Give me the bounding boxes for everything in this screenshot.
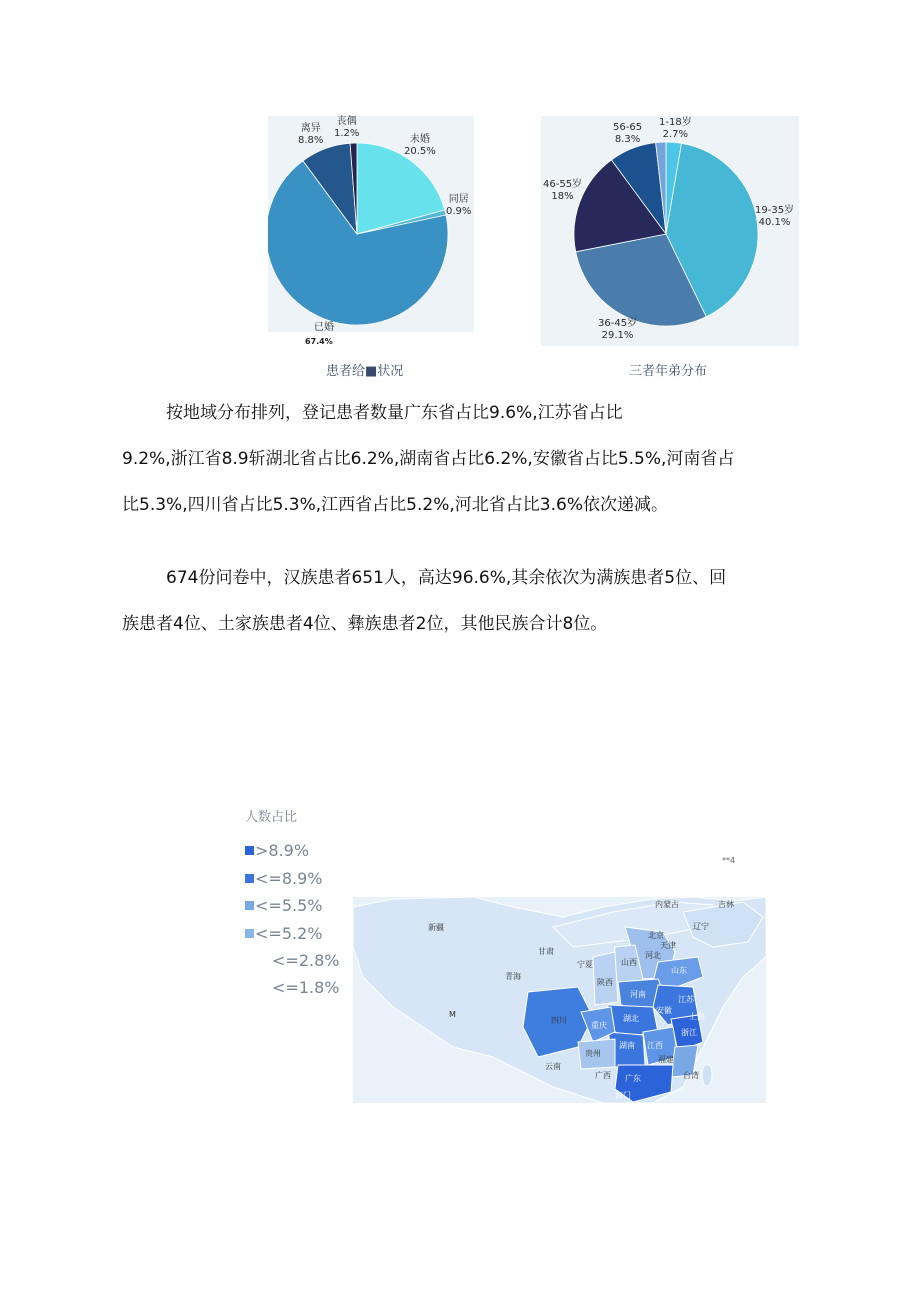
map-label: 上海 bbox=[689, 1012, 705, 1021]
region-line-3: 比5.3%,四川省占比5.3%,江西省占比5.2%,河北省占比3.6%依次递减。 bbox=[122, 495, 668, 515]
map-label: 台湾 bbox=[683, 1071, 699, 1080]
age-pie-chart bbox=[541, 116, 799, 346]
map-label: 新疆 bbox=[428, 923, 444, 932]
map-label: 山东 bbox=[671, 966, 687, 975]
ethnic-paragraph bbox=[122, 555, 812, 647]
map-label: 青海 bbox=[505, 972, 521, 981]
map-label: 江西 bbox=[647, 1041, 663, 1050]
pie-label-unmarried: 未婚 20.5% bbox=[404, 134, 436, 157]
china-map bbox=[353, 897, 766, 1103]
map-label: 福建 bbox=[658, 1055, 674, 1064]
age-caption: 三者年弟分布 bbox=[629, 364, 708, 379]
map-label: 江苏 bbox=[678, 995, 694, 1004]
pie-label-age-36-45: 36-45岁 29.1% bbox=[598, 318, 638, 341]
map-label: M bbox=[449, 1010, 456, 1019]
map-label: 甘肃 bbox=[538, 947, 554, 956]
pie-label-age-1-18: 1-18岁 2.7% bbox=[659, 117, 692, 140]
map-label: 辽宁 bbox=[693, 922, 709, 931]
map-corner-mark: **4 bbox=[722, 856, 736, 865]
pie-label-cohabiting: 同居 0.9% bbox=[446, 194, 472, 217]
legend-item-le-2-8: <=2.8% bbox=[272, 951, 340, 970]
map-label: 贵州 bbox=[585, 1049, 601, 1058]
map-label: 四川 bbox=[551, 1016, 567, 1025]
legend-item-le-5-2: <=5.2% bbox=[245, 924, 322, 943]
pie-label-married: 已婚 bbox=[314, 322, 334, 333]
age-pie-panel bbox=[541, 116, 799, 346]
map-label: 重庆 bbox=[591, 1021, 607, 1030]
map-label: 宁夏 bbox=[577, 960, 593, 969]
pie-label-divorced: 离异 8.8% bbox=[298, 123, 324, 146]
pie-label-widowed: 丧偶 1.2% bbox=[334, 116, 360, 139]
married-value: 67.4% bbox=[305, 337, 333, 346]
map-legend-title: 人数占比 bbox=[245, 810, 298, 825]
map-label: 吉林 bbox=[718, 900, 734, 909]
map-label: 云南 bbox=[545, 1062, 561, 1071]
map-label: 广东 bbox=[625, 1074, 641, 1083]
ethnic-line-1: 674份问卷中，汉族患者651人，高达96.6%,其余依次为满族患者5位、回 bbox=[166, 568, 727, 588]
region-line-2: 9.2%,浙江省8.9斩湖北省占比6.2%,湖南省占比6.2%,安徽省占比5.5%,河南省占 bbox=[122, 449, 735, 469]
region-paragraph bbox=[122, 390, 812, 528]
map-label: 河北 bbox=[645, 951, 661, 960]
map-label: 内蒙古 bbox=[655, 900, 679, 909]
pie-label-age-56-65: 56-65 8.3% bbox=[613, 122, 643, 145]
legend-item-le-8-9: <=8.9% bbox=[245, 869, 322, 888]
map-label: 陕西 bbox=[597, 978, 613, 987]
map-region-taiwan bbox=[702, 1064, 712, 1086]
pie-label-age-46-55: 46-55岁 18% bbox=[543, 179, 583, 202]
marital-caption: 患者给■状况 bbox=[326, 364, 404, 379]
map-label: 天津 bbox=[660, 941, 676, 950]
legend-swatch bbox=[245, 901, 254, 910]
legend-item-le-1-8: <=1.8% bbox=[272, 978, 340, 997]
map-label: 湖南 bbox=[619, 1041, 635, 1050]
map-label: 河南 bbox=[630, 990, 646, 999]
map-label: 湖北 bbox=[623, 1014, 639, 1023]
legend-item-le-5-5: <=5.5% bbox=[245, 896, 322, 915]
marital-pie-chart bbox=[268, 116, 474, 332]
map-label: 山西 bbox=[621, 958, 637, 967]
ethnic-line-2: 族患者4位、土家族患者4位、彝族患者2位，其他民族合计8位。 bbox=[122, 614, 608, 634]
legend-swatch bbox=[245, 874, 254, 883]
region-line-1: 按地域分布排列，登记患者数量广东省占比9.6%,江苏省占比 bbox=[166, 403, 623, 423]
legend-swatch bbox=[245, 929, 254, 938]
legend-item-gt-8-9: >8.9% bbox=[245, 841, 309, 860]
map-label: 安徽 bbox=[656, 1006, 672, 1015]
legend-swatch bbox=[245, 846, 254, 855]
pie-label-age-19-35: 19-35岁 40.1% bbox=[755, 205, 795, 228]
map-label: 广西 bbox=[595, 1071, 611, 1080]
map-label: 浙江 bbox=[681, 1028, 697, 1037]
marital-pie-panel bbox=[268, 116, 474, 332]
map-label: 北京 bbox=[648, 931, 664, 940]
map-label: 海门 bbox=[615, 1091, 631, 1100]
